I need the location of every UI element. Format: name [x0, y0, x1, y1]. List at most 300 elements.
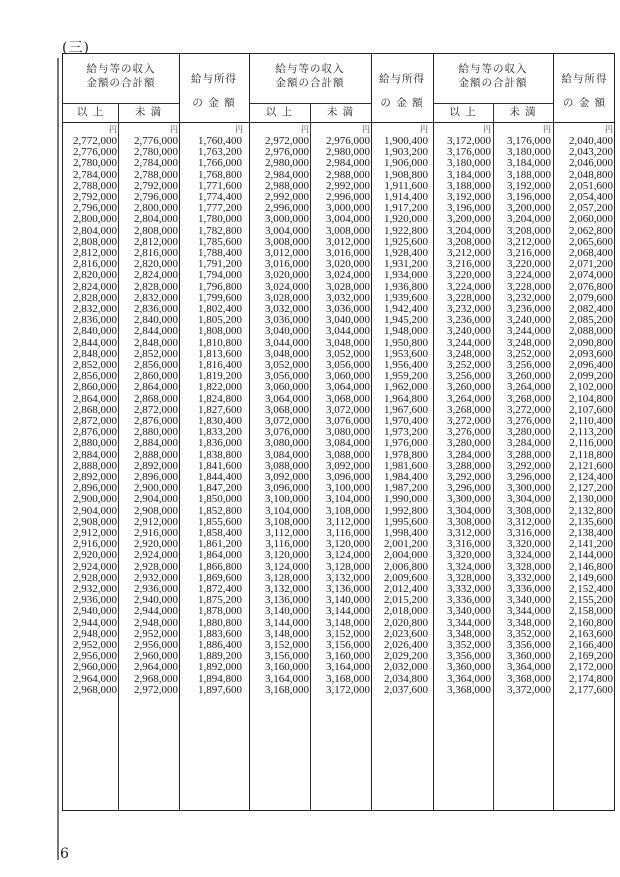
table-cell: 3,328,000 — [447, 571, 491, 584]
table-cell: 3,284,000 — [507, 437, 551, 450]
table-cell: 1,808,000 — [198, 325, 242, 338]
table-cell: 3,132,000 — [265, 583, 309, 595]
table-cell: 3,300,000 — [507, 482, 551, 495]
less-than-header: 未 満 — [326, 106, 355, 118]
table-cell: 1,861,200 — [198, 538, 242, 551]
table-cell: 2,844,000 — [134, 325, 178, 338]
table-cell: 2,952,000 — [73, 639, 117, 651]
table-cell: 3,072,000 — [326, 403, 370, 416]
table-cell: 2,796,000 — [73, 202, 117, 215]
table-cell: 2,884,000 — [73, 448, 117, 461]
table-cell: 2,043,200 — [569, 146, 613, 159]
table-cell: 1,897,600 — [198, 683, 242, 696]
table-cell: 3,232,000 — [447, 303, 491, 315]
table-cell: 3,264,000 — [447, 392, 491, 405]
table-cell: 2,964,000 — [134, 661, 178, 674]
table-cell: 2,924,000 — [73, 560, 117, 573]
row-group — [181, 528, 242, 584]
table-cell: 3,084,000 — [265, 448, 309, 461]
table-cell: 2,940,000 — [73, 605, 117, 618]
table-cell: 2,916,000 — [73, 538, 117, 551]
row-group — [495, 472, 551, 528]
table-cell: 3,164,000 — [326, 661, 370, 674]
table-cell: 3,284,000 — [447, 448, 491, 461]
row-group — [251, 304, 309, 360]
table-cell: 3,032,000 — [265, 303, 309, 315]
table-cell: 2,872,000 — [134, 403, 178, 416]
row-group — [251, 192, 309, 248]
divider-line — [179, 54, 180, 810]
table-cell: 2,984,000 — [326, 157, 370, 170]
table-cell: 3,256,000 — [507, 359, 551, 371]
table-cell: 2,040,400 — [569, 135, 613, 147]
divider-line — [63, 103, 179, 104]
table-cell: 2,956,000 — [73, 650, 117, 663]
table-cell: 2,912,000 — [73, 527, 117, 539]
table-cell: 3,364,000 — [447, 672, 491, 685]
table-cell: 1,847,200 — [198, 482, 242, 495]
row-group — [312, 472, 370, 528]
table-cell: 3,276,000 — [507, 415, 551, 427]
row-group — [373, 360, 428, 416]
row-group — [373, 584, 428, 640]
table-cell: 2,888,000 — [134, 448, 178, 461]
table-cell: 1,805,200 — [198, 314, 242, 327]
table-cell: 2,051,600 — [569, 179, 613, 192]
row-group — [495, 528, 551, 584]
table-cell: 2,888,000 — [73, 459, 117, 472]
table-cell: 3,308,000 — [507, 504, 551, 517]
row-group — [120, 304, 178, 360]
table-cell: 2,856,000 — [134, 359, 178, 371]
table-cell: 2,023,600 — [384, 627, 428, 640]
table-cell: 1,824,800 — [198, 392, 242, 405]
row-group — [251, 360, 309, 416]
table-cell: 1,827,600 — [198, 403, 242, 416]
divider-line — [433, 103, 553, 104]
table-cell: 2,088,000 — [569, 325, 613, 338]
table-cell: 3,228,000 — [507, 280, 551, 293]
table-cell: 2,780,000 — [134, 146, 178, 159]
table-cell: 3,168,000 — [326, 672, 370, 685]
row-group — [495, 584, 551, 640]
divider-line — [249, 103, 371, 104]
table-cell: 3,052,000 — [326, 347, 370, 360]
table-cell: 2,860,000 — [134, 370, 178, 383]
row-group — [65, 248, 117, 304]
table-cell: 2,968,000 — [134, 672, 178, 685]
at-least-header: 以 上 — [265, 106, 294, 118]
table-cell: 2,046,000 — [569, 157, 613, 170]
table-cell: 2,904,000 — [134, 493, 178, 506]
table-cell: 3,096,000 — [326, 471, 370, 483]
row-group — [312, 360, 370, 416]
row-group — [65, 528, 117, 584]
table-cell: 1,819,200 — [198, 370, 242, 383]
table-cell: 3,368,000 — [447, 683, 491, 696]
table-cell: 2,093,600 — [569, 347, 613, 360]
table-cell: 2,968,000 — [73, 683, 117, 696]
table-cell: 2,110,400 — [569, 415, 613, 427]
table-cell: 3,132,000 — [326, 571, 370, 584]
table-cell: 2,138,400 — [569, 527, 613, 539]
table-cell: 2,832,000 — [73, 303, 117, 315]
table-cell: 3,248,000 — [507, 336, 551, 349]
table-cell: 2,944,000 — [73, 616, 117, 629]
table-cell: 2,812,000 — [73, 247, 117, 259]
table-cell: 3,080,000 — [326, 426, 370, 439]
table-cell: 1,886,400 — [198, 639, 242, 651]
table-cell: 3,308,000 — [447, 515, 491, 528]
table-cell: 3,004,000 — [265, 224, 309, 237]
table-cell: 2,880,000 — [73, 437, 117, 450]
table-cell: 1,771,600 — [198, 179, 242, 192]
table-cell: 1,813,600 — [198, 347, 242, 360]
salary-income-column — [373, 136, 428, 696]
table-cell: 1,984,400 — [384, 471, 428, 483]
table-cell: 2,132,800 — [569, 504, 613, 517]
table-cell: 3,076,000 — [265, 426, 309, 439]
table-cell: 3,300,000 — [447, 493, 491, 506]
table-cell: 3,112,000 — [326, 515, 370, 528]
table-cell: 1,976,000 — [384, 437, 428, 450]
row-group — [181, 472, 242, 528]
row-group — [435, 304, 491, 360]
row-group — [435, 192, 491, 248]
table-cell: 2,936,000 — [134, 583, 178, 595]
table-cell: 2,792,000 — [134, 179, 178, 192]
table-cell: 3,020,000 — [265, 269, 309, 282]
table-cell: 2,788,000 — [73, 179, 117, 192]
table-cell: 2,984,000 — [265, 168, 309, 181]
table-cell: 1,925,600 — [384, 235, 428, 248]
table-cell: 2,844,000 — [73, 336, 117, 349]
table-cell: 2,149,600 — [569, 571, 613, 584]
table-cell: 1,777,200 — [198, 202, 242, 215]
table-cell: 1,794,000 — [198, 269, 242, 282]
table-cell: 2,812,000 — [134, 235, 178, 248]
table-cell: 3,088,000 — [326, 448, 370, 461]
table-cell: 3,072,000 — [265, 415, 309, 427]
row-group — [435, 360, 491, 416]
row-group — [555, 416, 613, 472]
table-cell: 2,144,000 — [569, 549, 613, 562]
table-cell: 1,766,000 — [198, 157, 242, 170]
row-group — [181, 416, 242, 472]
table-cell: 3,092,000 — [326, 459, 370, 472]
divider-line — [118, 104, 119, 810]
table-cell: 3,276,000 — [447, 426, 491, 439]
less-than-header: 未 満 — [134, 106, 163, 118]
table-cell: 3,068,000 — [265, 403, 309, 416]
table-cell: 2,996,000 — [265, 202, 309, 215]
table-cell: 2,071,200 — [569, 258, 613, 271]
table-cell: 1,939,600 — [384, 291, 428, 304]
table-cell: 3,172,000 — [447, 135, 491, 147]
table-cell: 1,799,600 — [198, 291, 242, 304]
table-cell: 2,076,800 — [569, 280, 613, 293]
page-number: 6 — [60, 846, 69, 862]
table-cell: 3,344,000 — [507, 605, 551, 618]
table-cell: 2,068,400 — [569, 247, 613, 259]
table-cell: 2,956,000 — [134, 639, 178, 651]
row-group — [251, 248, 309, 304]
table-cell: 3,060,000 — [326, 370, 370, 383]
table-cell: 3,024,000 — [265, 280, 309, 293]
table-cell: 3,144,000 — [265, 616, 309, 629]
table-cell: 3,188,000 — [447, 179, 491, 192]
table-cell: 2,924,000 — [134, 549, 178, 562]
table-cell: 3,264,000 — [507, 381, 551, 394]
table-cell: 3,320,000 — [447, 549, 491, 562]
table-cell: 3,324,000 — [507, 549, 551, 562]
table-cell: 3,208,000 — [447, 235, 491, 248]
table-cell: 3,236,000 — [507, 303, 551, 315]
table-cell: 3,292,000 — [447, 471, 491, 483]
row-group — [435, 136, 491, 192]
table-cell: 2,920,000 — [73, 549, 117, 562]
table-cell: 3,248,000 — [447, 347, 491, 360]
row-group — [181, 360, 242, 416]
table-cell: 3,360,000 — [507, 650, 551, 663]
row-group — [373, 472, 428, 528]
table-cell: 2,082,400 — [569, 303, 613, 315]
table-cell: 2,158,000 — [569, 605, 613, 618]
table-cell: 3,100,000 — [326, 482, 370, 495]
table-cell: 3,116,000 — [326, 527, 370, 539]
row-group — [181, 136, 242, 192]
table-cell: 1,920,000 — [384, 213, 428, 226]
table-cell: 2,118,800 — [569, 448, 613, 461]
table-cell: 3,268,000 — [507, 392, 551, 405]
unit-label: 円 — [235, 125, 243, 134]
table-cell: 3,212,000 — [507, 235, 551, 248]
table-cell: 3,288,000 — [447, 459, 491, 472]
table-cell: 1,942,400 — [384, 303, 428, 315]
table-cell: 1,992,800 — [384, 504, 428, 517]
table-cell: 3,188,000 — [507, 168, 551, 181]
table-cell: 1,836,000 — [198, 437, 242, 450]
table-cell: 1,970,400 — [384, 415, 428, 427]
table-cell: 3,224,000 — [507, 269, 551, 282]
table-cell: 3,040,000 — [265, 325, 309, 338]
table-cell: 2,113,200 — [569, 426, 613, 439]
table-cell: 3,316,000 — [447, 538, 491, 551]
table-cell: 2,932,000 — [73, 583, 117, 595]
table-cell: 2,928,000 — [73, 571, 117, 584]
table-cell: 3,108,000 — [265, 515, 309, 528]
row-group — [65, 192, 117, 248]
table-cell: 2,121,600 — [569, 459, 613, 472]
table-cell: 2,988,000 — [326, 168, 370, 181]
table-cell: 3,228,000 — [447, 291, 491, 304]
table-cell: 3,112,000 — [265, 527, 309, 539]
table-cell: 2,848,000 — [134, 336, 178, 349]
table-cell: 2,952,000 — [134, 627, 178, 640]
table-cell: 3,184,000 — [507, 157, 551, 170]
table-cell: 3,136,000 — [265, 594, 309, 607]
table-cell: 1,858,400 — [198, 527, 242, 539]
row-group — [120, 136, 178, 192]
table-cell: 1,850,000 — [198, 493, 242, 506]
table-cell: 2,948,000 — [134, 616, 178, 629]
table-cell: 3,200,000 — [447, 213, 491, 226]
table-cell: 3,260,000 — [447, 381, 491, 394]
row-group — [373, 136, 428, 192]
table-cell: 3,176,000 — [507, 135, 551, 147]
table-cell: 3,196,000 — [507, 191, 551, 203]
table-cell: 2,116,000 — [569, 437, 613, 450]
table-cell: 1,791,200 — [198, 258, 242, 271]
table-cell: 2,992,000 — [326, 179, 370, 192]
table-cell: 3,316,000 — [507, 527, 551, 539]
unit-label: 円 — [420, 125, 428, 134]
table-cell: 2,932,000 — [134, 571, 178, 584]
table-cell: 2,880,000 — [134, 426, 178, 439]
table-cell: 3,356,000 — [507, 639, 551, 651]
divider-line — [433, 54, 434, 810]
salary-income-column — [555, 136, 613, 696]
table-cell: 3,216,000 — [507, 247, 551, 259]
less-than-column — [120, 136, 178, 696]
table-cell: 3,212,000 — [447, 247, 491, 259]
table-cell: 2,948,000 — [73, 627, 117, 640]
row-group — [251, 640, 309, 696]
less-than-header: 未 満 — [509, 106, 537, 118]
table-cell: 1,780,000 — [198, 213, 242, 226]
table-cell: 2,090,800 — [569, 336, 613, 349]
table-cell: 2,130,000 — [569, 493, 613, 506]
row-group — [65, 360, 117, 416]
table-cell: 2,976,000 — [265, 146, 309, 159]
table-cell: 3,140,000 — [326, 594, 370, 607]
table-cell: 2,960,000 — [134, 650, 178, 663]
divider-line — [371, 54, 372, 810]
table-cell: 3,252,000 — [507, 347, 551, 360]
table-cell: 2,876,000 — [73, 426, 117, 439]
table-cell: 1,953,600 — [384, 347, 428, 360]
table-cell: 3,204,000 — [447, 224, 491, 237]
table-cell: 3,240,000 — [447, 325, 491, 338]
at-least-column — [435, 136, 491, 696]
table-cell: 2,776,000 — [73, 146, 117, 159]
table-cell: 3,064,000 — [326, 381, 370, 394]
table-cell: 3,084,000 — [326, 437, 370, 450]
row-group — [373, 416, 428, 472]
table-cell: 1,880,800 — [198, 616, 242, 629]
table-cell: 1,990,000 — [384, 493, 428, 506]
table-cell: 1,950,800 — [384, 336, 428, 349]
table-cell: 2,980,000 — [326, 146, 370, 159]
table-cell: 1,936,800 — [384, 280, 428, 293]
table-cell: 2,032,000 — [384, 661, 428, 674]
row-group — [181, 584, 242, 640]
table-cell: 3,288,000 — [507, 448, 551, 461]
table-cell: 2,908,000 — [134, 504, 178, 517]
table-cell: 2,872,000 — [73, 415, 117, 427]
table-cell: 1,908,800 — [384, 168, 428, 181]
table-cell: 2,104,800 — [569, 392, 613, 405]
table-cell: 3,296,000 — [507, 471, 551, 483]
table-cell: 2,057,200 — [569, 202, 613, 215]
table-cell: 2,166,400 — [569, 639, 613, 651]
table-cell: 2,840,000 — [73, 325, 117, 338]
row-group — [555, 472, 613, 528]
table-cell: 3,244,000 — [447, 336, 491, 349]
row-group — [120, 192, 178, 248]
table-cell: 2,029,200 — [384, 650, 428, 663]
table-cell: 1,981,600 — [384, 459, 428, 472]
table-cell: 3,156,000 — [265, 650, 309, 663]
binding-edge-line — [57, 58, 59, 860]
table-cell: 3,192,000 — [447, 191, 491, 203]
row-group — [373, 248, 428, 304]
table-cell: 1,864,000 — [198, 549, 242, 562]
divider-line — [553, 54, 554, 810]
table-cell: 1,788,400 — [198, 247, 242, 259]
table-cell: 1,760,400 — [198, 135, 242, 147]
unit-label: 円 — [483, 125, 491, 134]
table-cell: 3,136,000 — [326, 583, 370, 595]
table-cell: 1,838,800 — [198, 448, 242, 461]
row-group — [251, 584, 309, 640]
table-cell: 3,128,000 — [265, 571, 309, 584]
unit-label: 円 — [170, 125, 178, 134]
table-cell: 2,828,000 — [73, 291, 117, 304]
table-cell: 3,008,000 — [265, 235, 309, 248]
table-cell: 1,959,200 — [384, 370, 428, 383]
table-cell: 3,096,000 — [265, 482, 309, 495]
table-cell: 2,916,000 — [134, 527, 178, 539]
table-cell: 3,272,000 — [447, 415, 491, 427]
table-cell: 1,875,200 — [198, 594, 242, 607]
table-cell: 2,856,000 — [73, 370, 117, 383]
table-cell: 3,092,000 — [265, 471, 309, 483]
table-cell: 2,124,400 — [569, 471, 613, 483]
table-cell: 3,036,000 — [265, 314, 309, 327]
table-cell: 2,800,000 — [73, 213, 117, 226]
table-cell: 3,164,000 — [265, 672, 309, 685]
row-group — [312, 416, 370, 472]
table-cell: 2,804,000 — [73, 224, 117, 237]
table-cell: 3,128,000 — [326, 560, 370, 573]
table-cell: 3,268,000 — [447, 403, 491, 416]
table-cell: 3,120,000 — [326, 538, 370, 551]
table-cell: 2,784,000 — [73, 168, 117, 181]
table-cell: 2,820,000 — [73, 269, 117, 282]
table-cell: 2,988,000 — [265, 179, 309, 192]
row-group — [65, 136, 117, 192]
table-cell: 1,833,200 — [198, 426, 242, 439]
table-cell: 2,852,000 — [134, 347, 178, 360]
table-cell: 3,052,000 — [265, 359, 309, 371]
table-cell: 2,868,000 — [134, 392, 178, 405]
table-cell: 2,816,000 — [73, 258, 117, 271]
unit-label: 円 — [109, 125, 117, 134]
table-cell: 2,085,200 — [569, 314, 613, 327]
row-group — [120, 248, 178, 304]
table-cell: 1,844,400 — [198, 471, 242, 483]
table-cell: 3,176,000 — [447, 146, 491, 159]
table-cell: 2,026,400 — [384, 639, 428, 651]
table-cell: 3,192,000 — [507, 179, 551, 192]
table-cell: 2,174,800 — [569, 672, 613, 685]
table-cell: 3,036,000 — [326, 303, 370, 315]
table-cell: 2,788,000 — [134, 168, 178, 181]
table-cell: 2,804,000 — [134, 213, 178, 226]
row-group — [373, 304, 428, 360]
table-cell: 1,914,400 — [384, 191, 428, 203]
